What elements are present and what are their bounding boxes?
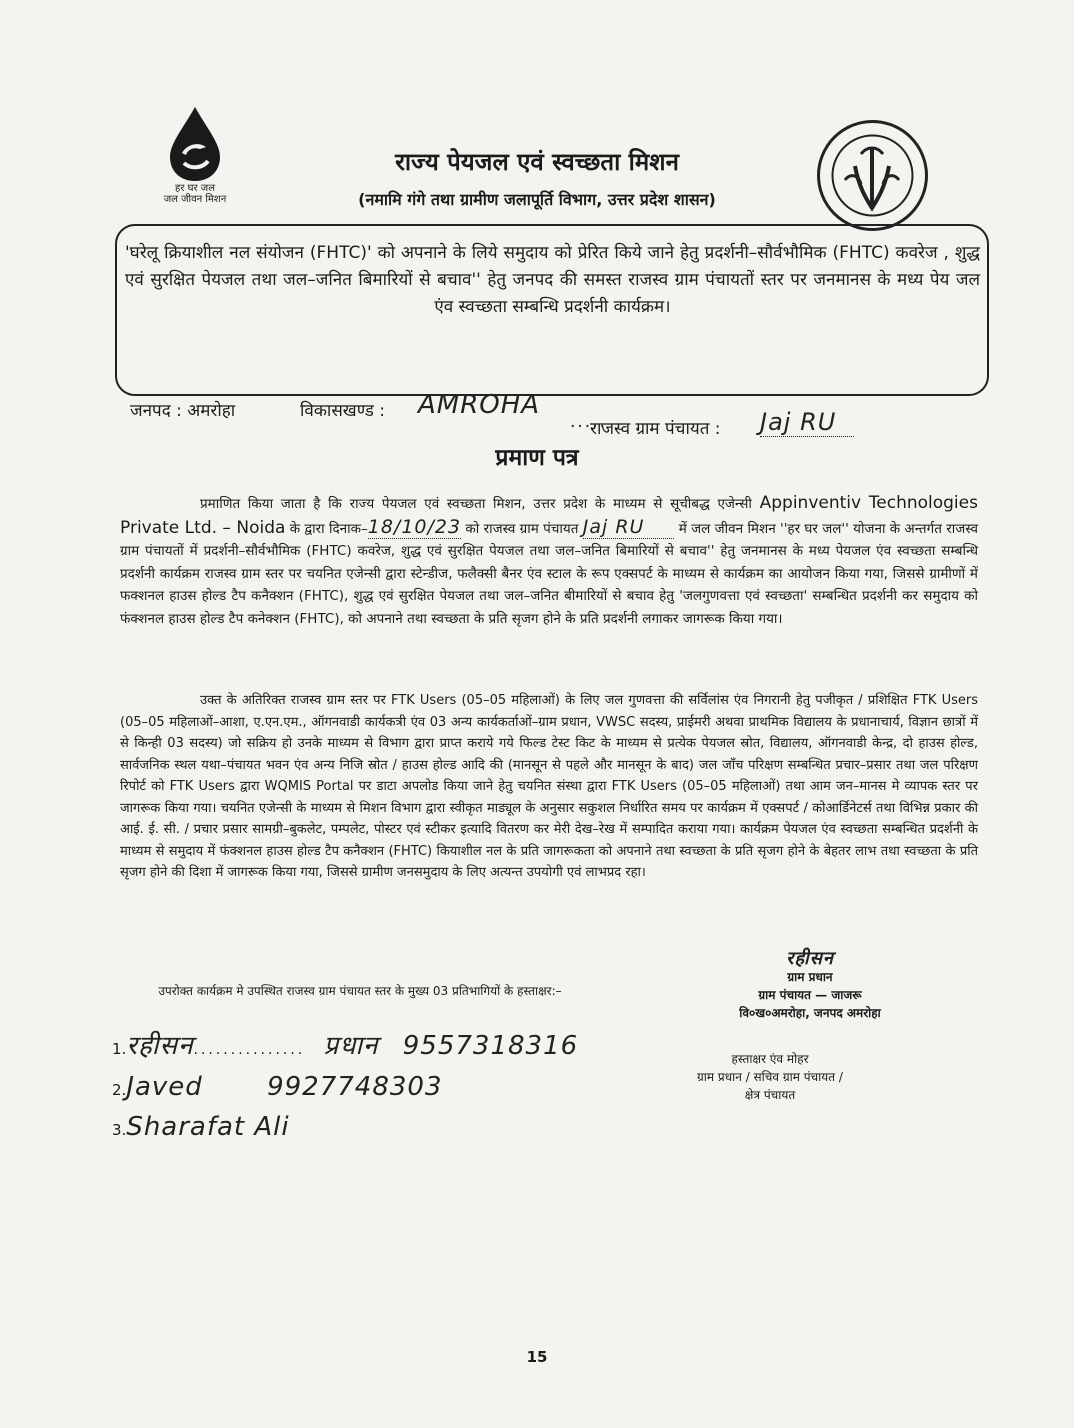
body2-text: उक्त के अतिरिक्त राजस्व ग्राम स्तर पर FTK Users (05–05 महिलाओं) के लिए जल गुणवत्ता की सर्विलांस एंव निगरानी हेतु पजीकृत / प्रशिक्षित FTK Users (05–05 महिलाओं–आशा, ए.एन.एम., ऑगनवाडी कार्यकत्री एंव 03 अन्य कार्यकर्ताओं–ग्राम प्रधान, VWSC सदस्य, प्राईमरी अथवा प्राथमिक विद्यालय के प्रधानाचार्य, विज्ञान छात्रों में से किन्ही 03 सदस्य) जो सक्रिय हो उनके माध्यम से विभाग द्वारा प्राप्त कराये गये फिल्ड टेस्ट किट के माध्यम से प्रत्येक पेयजल स्रोत, विद्यालय, ऑगनवाडी केन्द्र, दो हाउस होल्ड, सार्वजनिक स्थल यथा–पंचायत भवन एंव अन्य निजि स्रोत / हाउस होल्ड आदि की (मानसून से पहले और मानसून के बाद) जल जाँच परिक्षण सम्बन्धित प्रचार–प्रसार तथा जल परिक्षण रिपोर्ट को FTK Users द्वारा WQMIS Portal पर डाटा अपलोड किया जाने हेतु चयनित संस्था द्वारा FTK Users (05–05 महिलाओं) तथा आम जन–मानस मे व्यापक स्तर पर जागरूक किया गया। चयनित एजेन्सी के माध्यम से मिशन विभाग द्वारा स्वीकृत माड्यूल के अनुसार सकुशल निर्धारित समय पर कार्यक्रम में एक्सपर्ट / कोआर्डिनेटर्स तथा विभिन्न प्रकार की आई. ई. सी. / प्रचार प्रसार सामग्री–बुकलेट, पम्पलेट, पोस्टर एवं स्टीकर इत्यादि वितरण कर मेरी देख–रेख में सम्पादित कराया गया। कार्यक्रम पेयजल एंव स्वच्छता सम्बन्धित प्रदर्शनी के माध्यम से समुदाय में फंक्शनल हाउस होल्ड टैप कनैक्शन (FHTC) कियाशील नल के प्रति जागरूकता को अपनाने तथा स्वच्छता के प्रति सृजग होने के बेहतर लाभ तथा स्वच्छता के प्रति सृजग होने की दिशा में जागरूक किया गया, जिससे ग्रामीण जनसमुदाय के लिए अत्यन्त उपयोगी एवं लाभप्रद रहा। <box>120 693 978 880</box>
participant-3-name: Sharafat Ali <box>126 1112 290 1142</box>
participant-2-phone: 9927748303 <box>267 1072 443 1102</box>
participants-label: उपरोक्त कार्यक्रम मे उपस्थित राजस्व ग्राम पंचायत स्तर के मुख्य 03 प्रतिभागियों के हस्ताक्षर:– <box>158 984 562 998</box>
gram-panchayat-name: Jaj RU <box>583 516 675 539</box>
participant-1-role: प्रधान <box>323 1031 379 1061</box>
block-label: विकासखण्ड : <box>300 401 386 421</box>
program-date: 18/10/23 <box>367 515 462 538</box>
stamp-line-3: वि०ख०अमरोहा, जनपद अमरोहा <box>739 1006 881 1020</box>
block-dots: ..... <box>570 412 608 432</box>
stamp-line-1: ग्राम प्रधान <box>787 970 833 984</box>
caption-line-1: हस्ताक्षर एंव मोहर <box>731 1052 809 1066</box>
pradhan-signature: रहीसन <box>786 948 834 969</box>
participant-1-name: रहीसन <box>126 1031 194 1061</box>
certificate-body-paragraph-1 <box>120 492 978 630</box>
signature-caption <box>620 1050 920 1104</box>
pradhan-stamp <box>660 950 960 1022</box>
body1-text-b: के द्वारा दिनाक– <box>289 520 368 537</box>
agency-name-b: Technologies Private Ltd. – Noida <box>120 493 978 538</box>
participant-1-phone: 9557318316 <box>402 1031 579 1061</box>
page-number: 15 <box>526 1348 548 1366</box>
certificate-body-paragraph-2 <box>120 690 978 884</box>
stamp-line-2: ग्राम पंचायत — जाजरू <box>758 988 862 1002</box>
logo-caption-1: हर घर जल <box>175 183 215 194</box>
program-title-text: 'घरेलू क्रियाशील नल संयोजन (FHTC)' को अपनाने के लिये समुदाय को प्रेरित किये जाने हेतु प्रदर्शनी–सौर्वभौमिक (FHTC) कवरेज , शुद्ध एवं सुरक्षित पेयजल तथा जल–जनित बिमारियों से बचाव'' हेतु जनपद की समस्त राजस्व ग्राम पंचायतों स्तर पर जनमानस के मध्य पेय जल एंव स्वच्छता सम्बन्धि प्रदर्शनी कार्यक्रम। <box>125 243 980 317</box>
logo-caption-2: जल जीवन मिशन <box>163 194 227 205</box>
block-value: AMROHA <box>418 390 541 420</box>
gp-label: राजस्व ग्राम पंचायत : <box>590 419 721 439</box>
agency-name-a: Appinventiv <box>759 493 862 513</box>
caption-line-2: ग्राम प्रधान / सचिव ग्राम पंचायत / <box>697 1070 843 1084</box>
participant-3: 3.Sharafat Ali <box>112 1112 290 1142</box>
body1-text-c: को राजस्व ग्राम पंचायत <box>465 520 579 537</box>
emblem-icon <box>815 118 930 233</box>
district-label: जनपद : अमरोहा <box>130 401 236 421</box>
body1-text-d: में जल जीवन मिशन ''हर घर जल'' योजना के अन्तर्गत राजस्व ग्राम पंचायतों में प्रदर्शनी–सौर्वभौमिक (FHTC) कवरेज, शुद्ध एवं सुरक्षित पेयजल तथा जल–जनित बिमारियों से बचाव'' हेतु जनमानस के मध्य पेयजल एंव स्वच्छता सम्बन्धि प्रदर्शनी कार्यक्रम राजस्व ग्राम स्तर पर चयनित एजेन्सी द्वारा स्टेन्डीज, फलैक्सी बैनर एंव स्टाल के रूप एक्सपर्ट के माध्यम से कार्यक्रम का आयोजन किया गया, जिससे ग्रामीणों में फक्शनल हाउस होल्ड टैप कनैक्शन (FHTC), शुद्ध एवं सुरक्षित पेयजल तथा जल–जनित बीमारियों से बचाव हेतु 'जलगुणवत्ता एवं स्वच्छता' सम्बन्धित प्रदर्शनी कर समुदाय को फंक्शनल हाउस होल्ड टैप कनेक्शन (FHTC), को अपनाने तथा स्वच्छता के प्रति सृजग होने के प्रति प्रदर्शनी लगाकर जागरूक किया गया। <box>120 520 978 627</box>
page-subtitle: (नमामि गंगे तथा ग्रामीण जलापूर्ति विभाग, उत्तर प्रदेश शासन) <box>358 190 716 209</box>
certificate-heading: प्रमाण पत्र <box>495 445 579 471</box>
up-government-seal <box>815 118 930 237</box>
page-title: राज्य पेयजल एवं स्वच्छता मिशन <box>395 148 679 176</box>
participant-1: 1.रहीसन............... प्रधान 9557318316 <box>112 1031 579 1061</box>
gp-value: Jaj RU <box>760 408 854 437</box>
caption-line-3: क्षेत्र पंचायत <box>744 1088 796 1102</box>
body1-text-a: प्रमाणित किया जाता है कि राज्य पेयजल एवं स्वच्छता मिशन, उत्तर प्रदेश के माध्यम से सूचीबद्ध एजेन्सी <box>200 496 752 512</box>
participant-2: 2.Javed 9927748303 <box>112 1072 443 1102</box>
participant-2-name: Javed <box>126 1072 203 1102</box>
